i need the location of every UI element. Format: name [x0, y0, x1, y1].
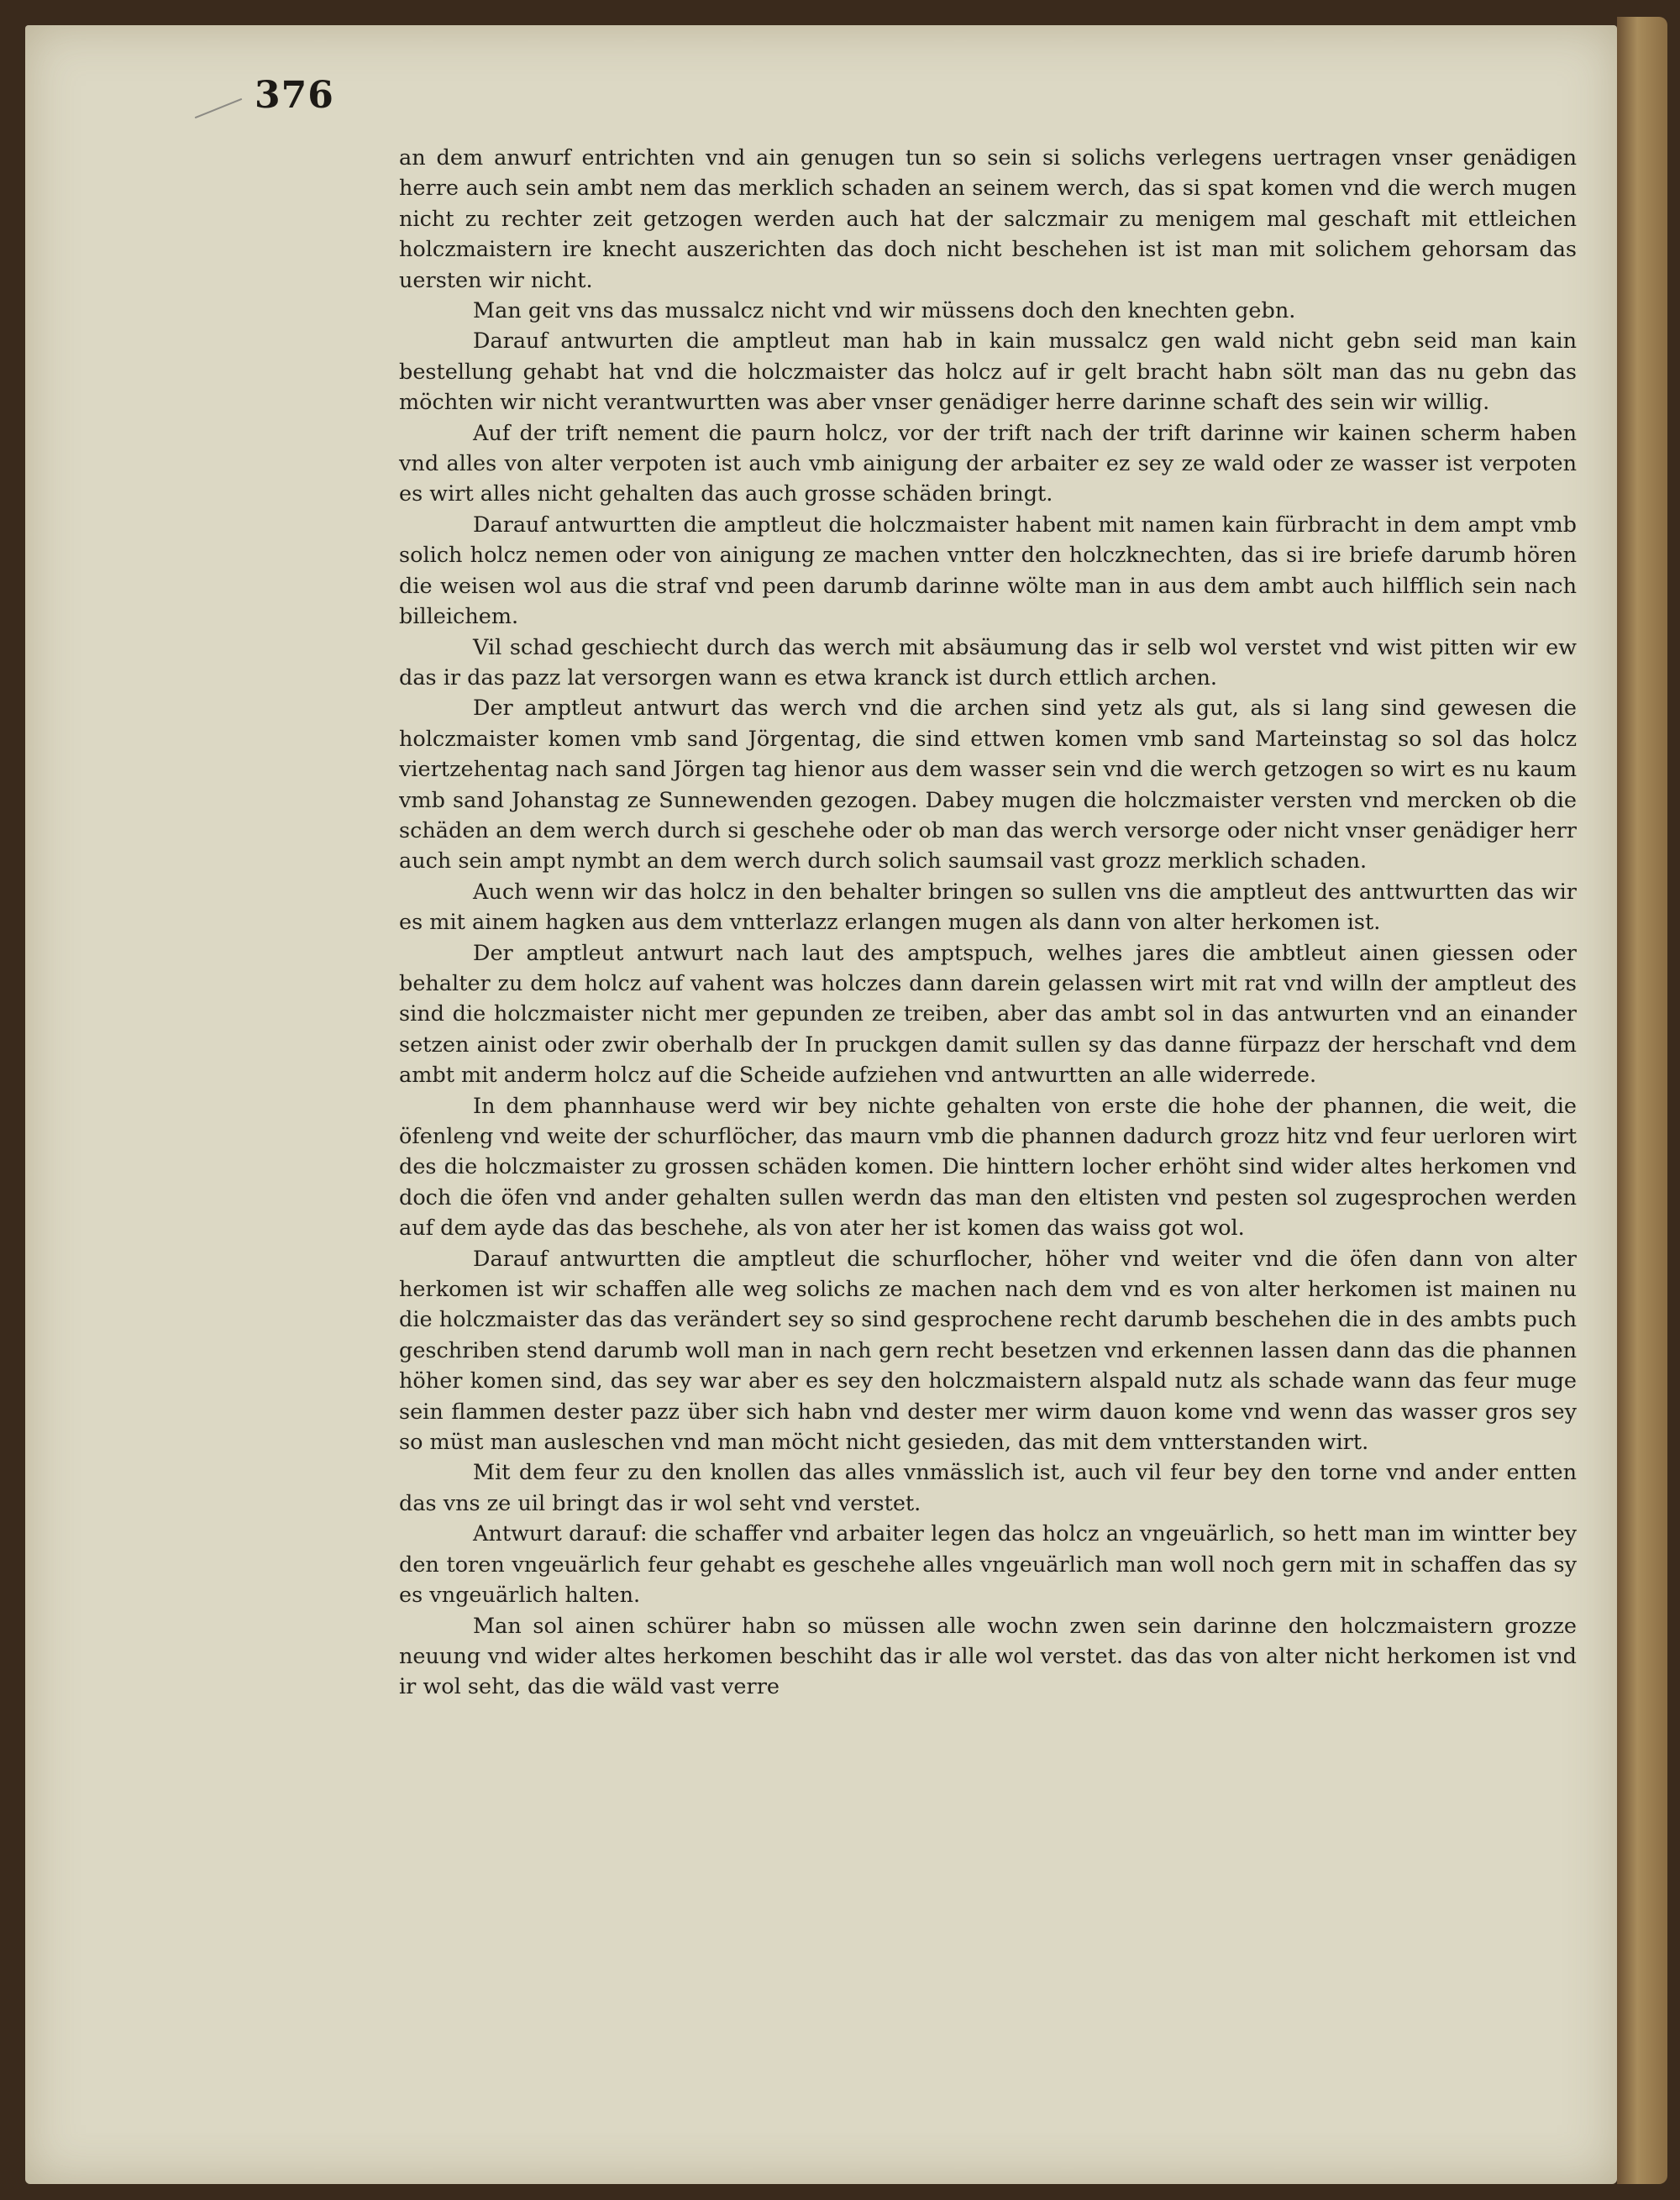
paragraph-5: Darauf antwurtten die amptleut die holczmaister habent mit namen kain fürbracht in dem ampt vmb solich holcz nemen oder von ainigung ze machen vntter den holczknechten, das si ire briefe darumb hören die weisen wol aus die straf vnd peen darumb darinne wölte man in aus dem ambt auch hilfflich sein nach billeichem.: [399, 512, 1577, 630]
page-number: 376: [255, 74, 334, 117]
paragraph-14: Man sol ainen schürer habn so müssen alle wochn zwen sein darinne den holczmaistern grozze neuung vnd wider altes herkomen beschiht das ir alle wol verstet. das das von alter nicht herkomen ist vnd ir wol seht, das die wäld vast verre: [399, 1613, 1577, 1700]
paragraph-3: Darauf antwurten die amptleut man hab in kain mussalcz gen wald nicht gebn seid man kain bestellung gehabt hat vnd die holczmaister das holcz auf ir gelt bracht habn sölt man das nu gebn das möchten wir nicht verantwurtten was aber vnser genädiger herre darinne schaft des sein wir willig.: [399, 328, 1577, 416]
paragraph-13: Antwurt darauf: die schaffer vnd arbaiter legen das holcz an vngeuärlich, so hett man im wintter bey den toren vngeuärlich feur gehabt es geschehe alles vngeuärlich man woll noch gern mit in schaffen das sy es vngeuärlich halten.: [399, 1521, 1577, 1609]
paragraph-9: Der amptleut antwurt nach laut des amptspuch, welhes jares die ambtleut ainen giessen oder behalter zu dem holcz auf vahent was holczes dann darein gelassen wirt mit rat vnd willn der amptleut des sind die holczmaister nicht mer gepunden ze treiben, aber das ambt sol in das antwurten vnd an einander setzen ainist oder zwir oberhalb der In pruckgen damit sullen sy das danne fürpazz der herschaft vnd dem ambt mit anderm holcz auf die Scheide aufziehen vnd antwurtten an alle widerrede.: [399, 940, 1577, 1089]
paragraph-1: an dem anwurf entrichten vnd ain genugen tun so sein si solichs verlegens uertragen vnser genädigen herre auch sein ambt nem das merklich schaden an seinem werch, das si spat komen vnd die werch mugen nicht zu rechter zeit getzogen werden auch hat der salczmair zu menigem mal geschaft mit ettleichen holczmaistern ire knecht auszerichten das doch nicht beschehen ist ist man mit solichem gehorsam das uersten wir nicht.: [399, 145, 1577, 293]
body-text: [399, 143, 1577, 1703]
paragraph-8: Auch wenn wir das holcz in den behalter bringen so sullen vns die amptleut des anttwurtten das wir es mit ainem hagken aus dem vntterlazz erlangen mugen als dann von alter herkomen ist.: [399, 879, 1577, 936]
paragraph-12: Mit dem feur zu den knollen das alles vnmässlich ist, auch vil feur bey den torne vnd ander entten das vns ze uil bringt das ir wol seht vnd verstet.: [399, 1460, 1577, 1516]
paragraph-11: Darauf antwurtten die amptleut die schurflocher, höher vnd weiter vnd die öfen dann von alter herkomen ist wir schaffen alle weg solichs ze machen nach dem vnd es von alter herkomen ist mainen nu die holczmaister das das verändert sey so sind gesprochene recht darumb beschehen die in des ambts puch geschriben stend darumb woll man in nach gern recht besetzen vnd erkennen lassen dann das die phannen höher komen sind, das sey war aber es sey den holczmaistern alspald nutz als schade wann das feur muge sein flammen dester pazz über sich habn vnd dester mer wirm dauon kome vnd wenn das wasser gros sey so müst man ausleschen vnd man möcht nicht gesieden, das mit dem vntterstanden wirt.: [399, 1246, 1577, 1456]
paragraph-10: In dem phannhause werd wir bey nichte gehalten von erste die hohe der phannen, die weit, die öfenleng vnd weite der schurflöcher, das maurn vmb die phannen dadurch grozz hitz vnd feur uerloren wirt des die holczmaister zu grossen schäden komen. Die hinttern locher erhöht sind wider altes herkomen vnd doch die öfen vnd ander gehalten sullen werdn das man den eltisten vnd pesten sol zugesprochen werden auf dem ayde das das beschehe, als von ater her ist komen das waiss got wol.: [399, 1093, 1577, 1242]
page-edge: [1617, 17, 1667, 2184]
paragraph-4: Auf der trift nement die paurn holcz, vor der trift nach der trift darinne wir kainen scherm haben vnd alles von alter verpoten ist auch vmb ainigung der arbaiter ez sey ze wald oder ze wasser ist verpoten es wirt alles nicht gehalten das auch grosse schäden bringt.: [399, 420, 1577, 507]
paragraph-2: Man geit vns das mussalcz nicht vnd wir müssens doch den knechten gebn.: [473, 298, 1296, 324]
paragraph-6: Vil schad geschiecht durch das werch mit absäumung das ir selb wol verstet vnd wist pitten wir ew das ir das pazz lat versorgen wann es etwa kranck ist durch ettlich archen.: [399, 634, 1577, 690]
paragraph-7: Der amptleut antwurt das werch vnd die archen sind yetz als gut, als si lang sind gewesen die holczmaister komen vmb sand Jörgentag, die sind ettwen komen vmb sand Marteinstag so sol das holcz viertzehentag nach sand Jörgen tag hienor aus dem wasser sein vnd die werch getzogen so wirt es nu kaum vmb sand Johanstag ze Sunnewenden gezogen. Dabey mugen die holczmaister versten vnd mercken ob die schäden an dem werch durch si geschehe oder ob man das werch versorge oder nicht vnser genädiger herr auch sein ampt nymbt an dem werch durch solich saumsail vast grozz merklich schaden.: [399, 696, 1577, 874]
